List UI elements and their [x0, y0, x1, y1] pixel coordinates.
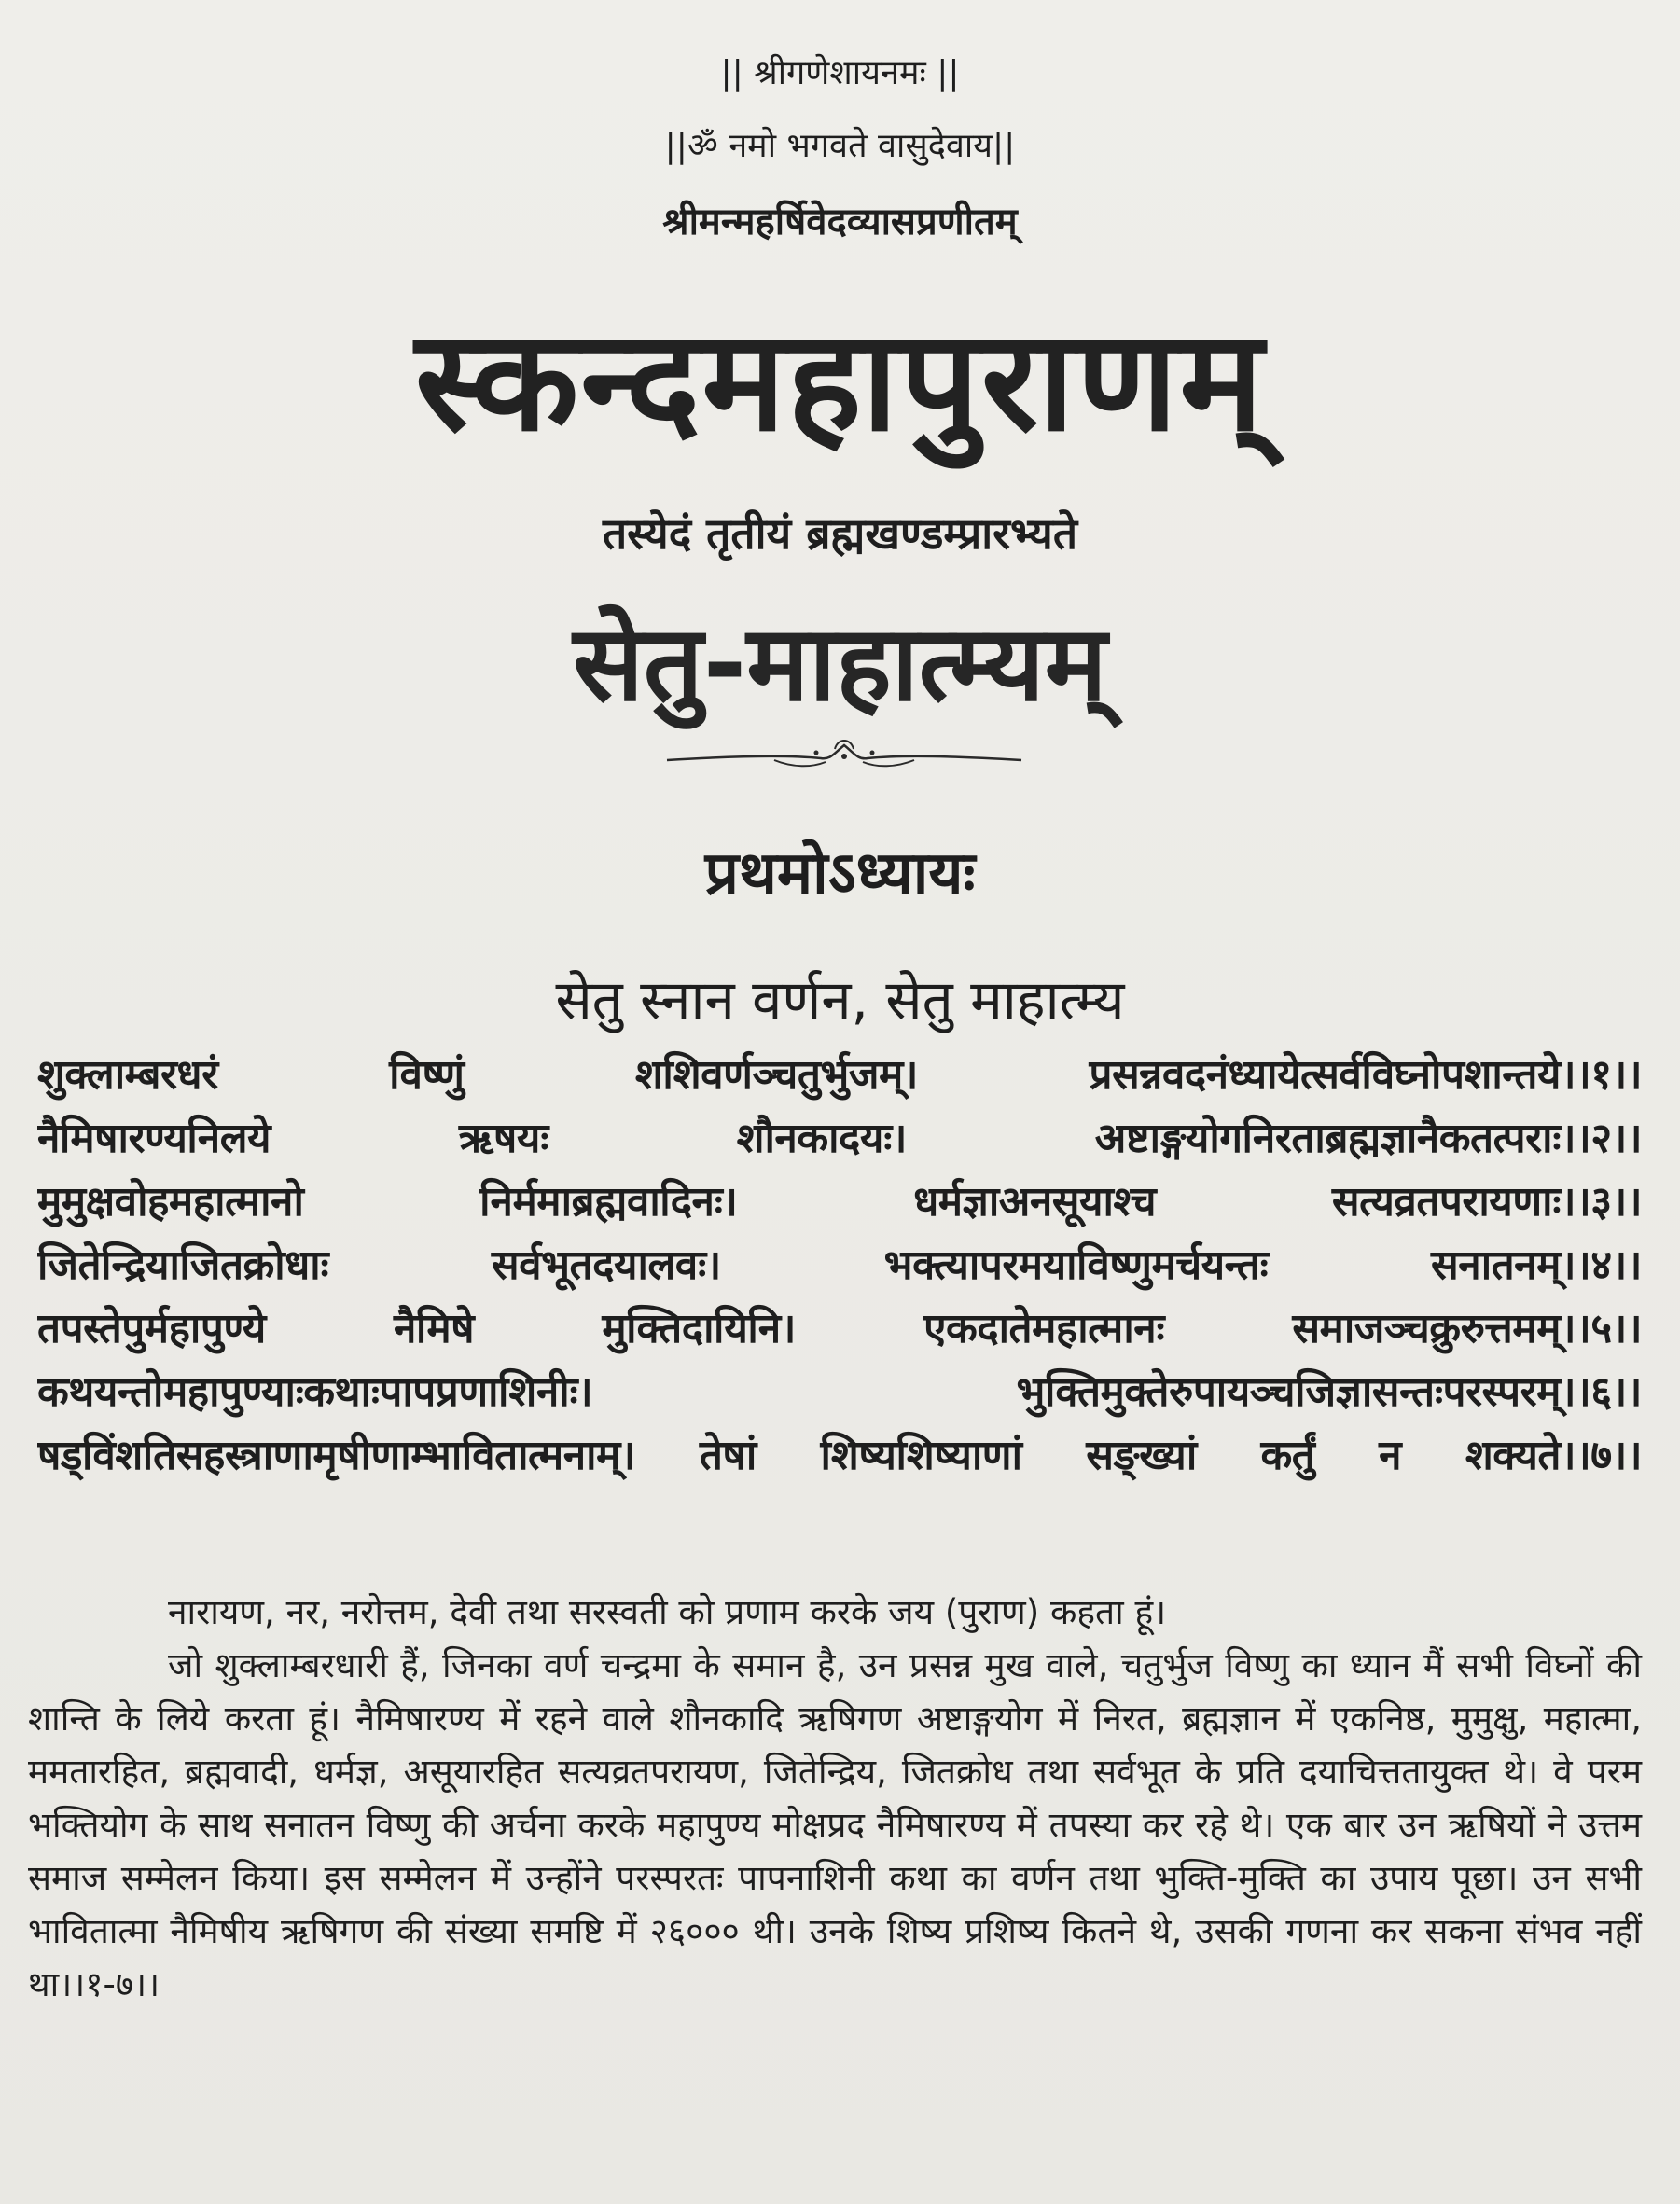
- author-attribution: श्रीमन्महर्षिवेदव्यासप्रणीतम्: [662, 201, 1018, 243]
- ornament-divider-icon: [662, 732, 1026, 781]
- verse-line: तपस्तेपुर्महापुण्ये नैमिषे मुक्तिदायिनि। एकदातेमहात्मानः समाजञ्चक्रुरुत्तमम्।।५।।: [37, 1305, 1642, 1352]
- khanda-subtitle: तस्येदं तृतीयं ब्रह्मखण्डम्प्रारभ्यते: [602, 508, 1078, 559]
- verse-line: जितेन्द्रियाजितक्रोधाः सर्वभूतदयालवः। भक्त्यापरमयाविष्णुमर्चयन्तः सनातनम्।।४।।: [37, 1241, 1642, 1289]
- vasudeva-invocation: ||ॐ नमो भगवते वासुदेवाय||: [664, 127, 1016, 165]
- verse-line: शुक्लाम्बरधरं विष्णुं शशिवर्णञ्चतुर्भुजम्। प्रसन्नवदनंध्यायेत्सर्वविघ्नोपशान्तये।।१।।: [37, 1051, 1642, 1099]
- translation-paragraph: नारायण, नर, नरोत्तम, देवी तथा सरस्वती को प्रणाम करके जय (पुराण) कहता हूं।: [168, 1592, 1167, 1632]
- section-title: सेतु-माहात्म्यम्: [573, 603, 1107, 725]
- chapter-subtitle: सेतु स्नान वर्णन, सेतु माहात्म्य: [555, 968, 1125, 1032]
- verse-line: षड्विंशतिसहस्त्राणामृषीणाम्भावितात्मनाम्। तेषां शिष्यशिष्याणां सङ्ख्यां कर्तुं न शक्यते।।७।।: [37, 1432, 1642, 1479]
- verse-line: मुमुक्षवोहमहात्मानो निर्ममाब्रह्मवादिनः। धर्मज्ञाअनसूयाश्च सत्यव्रतपरायणाः।।३।।: [37, 1178, 1642, 1226]
- translation-paragraph: जो शुक्लाम्बरधारी हैं, जिनका वर्ण चन्द्रमा के समान है, उन प्रसन्न मुख वाले, चतुर्भुज विष्णु का ध्यान मैं सभी विघ्नों की शान्ति के लिये करता हूं। नैमिषारण्य में रहने वाले शौनकादि ऋषिगण अष्टाङ्गयोग में निरत, ब्रह्मज्ञान में एकनिष्ठ, मुमुक्षु, महात्मा, ममतारहित, ब्रह्मवादी, धर्मज्ञ, असूयारहित सत्यव्रतपरायण, जितेन्द्रिय, जितक्रोध तथा सर्वभूत के प्रति दयाचित्ततायुक्त थे। वे परम भक्तियोग के साथ सनातन विष्णु की अर्चना करके महापुण्य मोक्षप्रद नैमिषारण्य में तपस्या कर रहे थे। एक बार उन ऋषियों ने उत्तम समाज सम्मेलन किया। इस सम्मेलन में उन्होंने परस्परतः पापनाशिनी कथा का वर्णन तथा भुक्ति-मुक्ति का उपाय पूछा। उन सभी भावितात्मा नैमिषीय ऋषिगण की संख्या समष्टि में २६००० थी। उनके शिष्य प्रशिष्य कितने थे, उसकी गणना कर सकना संभव नहीं था।।१-७।।: [28, 1645, 1642, 2004]
- sanskrit-verses: [37, 1045, 1642, 1489]
- ganesha-invocation: || श्रीगणेशायनमः ||: [720, 54, 960, 92]
- book-title: स्कन्दमहापुराणम्: [414, 300, 1266, 463]
- verse-line: नैमिषारण्यनिलये ऋषयः शौनकादयः। अष्टाङ्गयोगनिरताब्रह्मज्ञानैकतत्पराः।।२।।: [37, 1115, 1642, 1162]
- chapter-title: प्रथमोऽध्यायः: [704, 839, 976, 908]
- verse-line: कथयन्तोमहापुण्याःकथाःपापप्रणाशिनीः। भुक्तिमुक्तेरुपायञ्चजिज्ञासन्तःपरस्परम्।।६।।: [37, 1368, 1642, 1416]
- hindi-translation: [28, 1586, 1642, 2011]
